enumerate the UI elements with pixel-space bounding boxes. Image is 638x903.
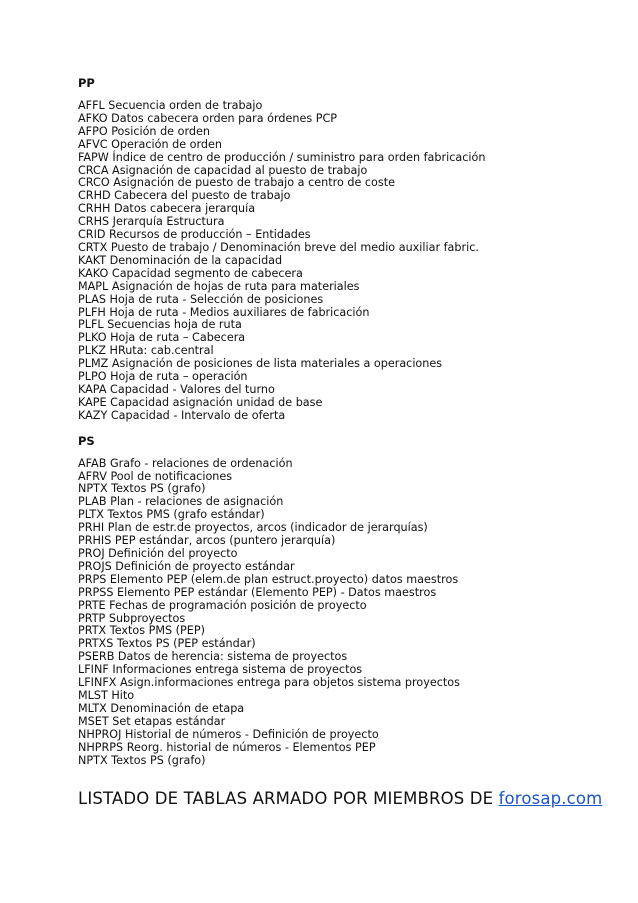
list-item: KAKO Capacidad segmento de cabecera: [78, 266, 303, 280]
list-item: PSERB Datos de herencia: sistema de proyectos: [78, 650, 348, 664]
list-item: NPTX Textos PS (grafo): [78, 753, 206, 767]
list-item: PRTX Textos PMS (PEP): [78, 624, 205, 638]
list-item: PLTX Textos PMS (grafo estándar): [78, 508, 265, 522]
list-item: PRHI Plan de estr.de proyectos, arcos (indicador de jerarquías): [78, 521, 428, 535]
section-ps: [78, 434, 618, 768]
section-pp: [78, 76, 618, 423]
list-item: KAZY Capacidad - Intervalo de oferta: [78, 408, 286, 422]
list-item: PLAS Hoja de ruta - Selección de posiciones: [78, 292, 324, 306]
list-item: PLPO Hoja de ruta – operación: [78, 370, 248, 384]
list-item: PLKZ HRuta: cab.central: [78, 344, 214, 358]
list-item: PLFH Hoja de ruta - Medios auxiliares de fabricación: [78, 305, 370, 319]
list-item: PLKO Hoja de ruta – Cabecera: [78, 331, 246, 345]
list-item: PROJ Definición del proyecto: [78, 547, 238, 560]
footer-text: LISTADO DE TABLAS ARMADO POR MIEMBROS DE: [78, 789, 499, 808]
list-item: LFINF Informaciones entrega sistema de proyectos: [78, 663, 363, 677]
list-item: CRTX Puesto de trabajo / Denominación breve del medio auxiliar fabric.: [78, 240, 479, 254]
list-item: PRPSS Elemento PEP estándar (Elemento PEP) - Datos maestros: [78, 585, 437, 599]
list-item: PRTP Subproyectos: [78, 611, 186, 625]
list-item: PRTE Fechas de programación posición de proyecto: [78, 598, 367, 612]
list-item: NHPRPS Reorg. historial de números - Elementos PEP: [78, 740, 376, 754]
list-item: PLFL Secuencias hoja de ruta: [78, 318, 242, 332]
list-item: PLMZ Asignación de posiciones de lista materiales a operaciones: [78, 357, 443, 371]
list-item: CRCA Asignación de capacidad al puesto de trabajo: [78, 163, 368, 177]
list-item: PLAB Plan - relaciones de asignación: [78, 495, 284, 509]
list-item: MLST Hito: [78, 688, 135, 702]
table-list-ps: [78, 458, 618, 768]
document-page: [78, 76, 618, 767]
list-item: FAPW Índice de centro de producción / suministro para orden fabricación: [78, 150, 486, 164]
list-item: AFRV Pool de notificaciones: [78, 469, 233, 483]
list-item: KAPA Capacidad - Valores del turno: [78, 382, 275, 396]
forosap-link[interactable]: forosap.com: [498, 789, 603, 808]
list-item: PRTXS Textos PS (PEP estándar): [78, 637, 256, 651]
list-item: NPTX Textos PS (grafo): [78, 482, 206, 496]
section-heading-ps: PS: [78, 433, 95, 448]
list-item: CRID Recursos de producción – Entidades: [78, 228, 311, 242]
list-item: PRPS Elemento PEP (elem.de plan estruct.proyecto) datos maestros: [78, 572, 459, 586]
list-item: PROJS Definición de proyecto estándar: [78, 559, 295, 573]
list-item: AFPO Posición de orden: [78, 124, 210, 138]
list-item: AFVC Operación de orden: [78, 137, 222, 151]
section-heading-pp: PP: [78, 76, 95, 90]
list-item: LFINFX Asign.informaciones entrega para objetos sistema proyectos: [78, 676, 460, 690]
list-item: PRHIS PEP estándar, arcos (puntero jerarquía): [78, 534, 336, 548]
table-list-pp: [78, 100, 618, 423]
list-item: KAKT Denominación de la capacidad: [78, 253, 283, 267]
footer-credit: [78, 788, 602, 810]
list-item: CRHD Cabecera del puesto de trabajo: [78, 189, 291, 203]
list-item: MSET Set etapas estándar: [78, 714, 226, 728]
list-item: MLTX Denominación de etapa: [78, 701, 245, 715]
list-item: NHPROJ Historial de números - Definición de proyecto: [78, 727, 379, 741]
list-item: MAPL Asignación de hojas de ruta para materiales: [78, 279, 360, 293]
list-item: CRHS Jerarquía Estructura: [78, 215, 225, 229]
list-item: CRCO Asignación de puesto de trabajo a centro de coste: [78, 176, 395, 190]
list-item: AFFL Secuencia orden de trabajo: [78, 99, 263, 112]
list-item: KAPE Capacidad asignación unidad de base: [78, 395, 323, 409]
list-item: CRHH Datos cabecera jerarquía: [78, 202, 256, 216]
list-item: AFAB Grafo - relaciones de ordenación: [78, 456, 293, 470]
list-item: AFKO Datos cabecera orden para órdenes PCP: [78, 111, 338, 125]
